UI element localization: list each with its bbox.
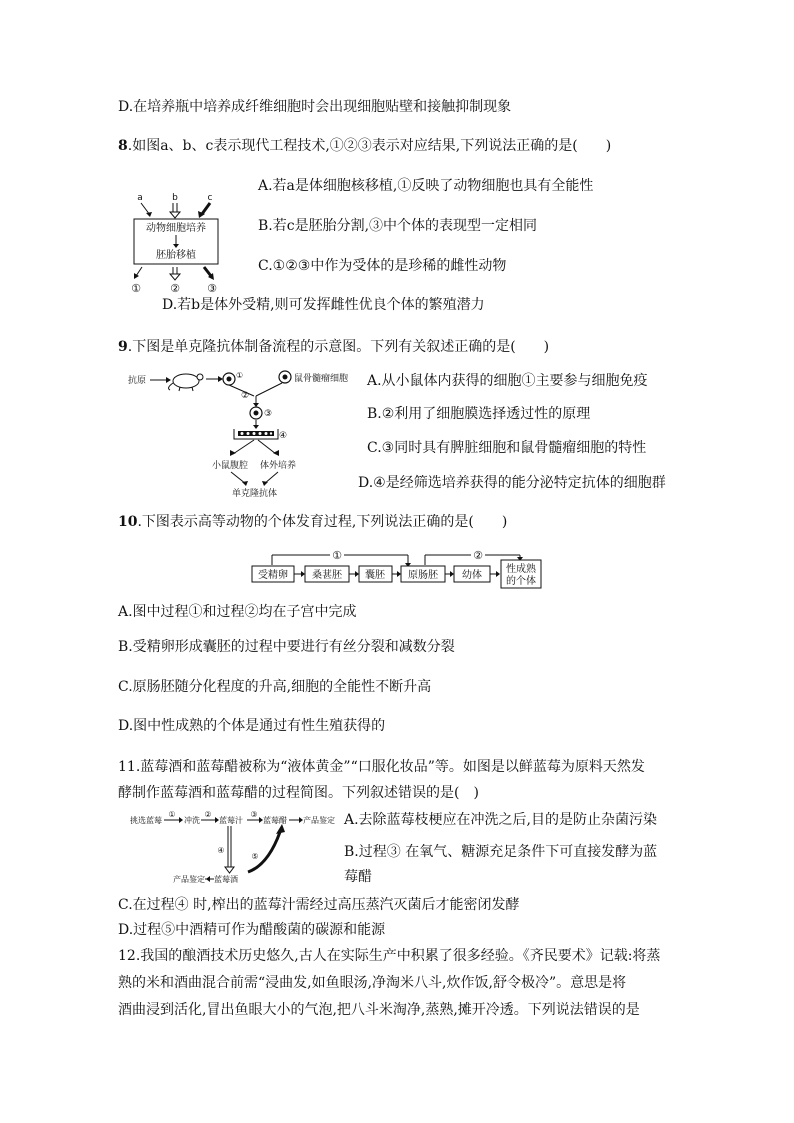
q11-step-4: 蓝莓醋 <box>263 816 287 825</box>
q8-label-c: c <box>207 193 213 203</box>
q8-label-a: a <box>137 193 143 203</box>
q11-option-c: C.在过程④ 时,榨出的蓝莓汁需经过高压蒸汽灭菌后才能密闭发酵 <box>118 897 520 913</box>
q12-line2: 熟的米和酒曲混合前需“浸曲发,如鱼眼汤,净淘米八斗,炊作饭,舒令极冷”。意思是将 <box>118 975 627 991</box>
q11-step-7: 产品鉴定 <box>173 875 205 884</box>
q11-c5: ⑤ <box>251 852 259 861</box>
q10-stage-6-line2: 的个体 <box>506 576 536 587</box>
q10-stage-1: 受精卵 <box>258 570 288 581</box>
q10-stem <box>118 512 507 532</box>
q11-option-d: D.过程⑤中酒精可作为醋酸菌的碳源和能源 <box>118 922 386 938</box>
q10-stage-4: 原肠胚 <box>408 570 438 581</box>
q8-number: 8 <box>118 138 128 154</box>
q9-n4: ④ <box>279 431 288 441</box>
culture-plate-icon <box>234 429 278 439</box>
q9-antigen: 抗原 <box>128 376 147 386</box>
q10-option-d: D.图中性成熟的个体是通过有性生殖获得的 <box>118 718 386 734</box>
q8-stem <box>118 136 611 156</box>
q11-stem-line2: 酵制作蓝莓酒和蓝莓醋的过程简图。下列叙述错误的是( ) <box>118 785 479 801</box>
q11-step-3: 蓝莓汁 <box>219 816 243 825</box>
q10-stem-text: .下图表示高等动物的个体发育过程,下列说法正确的是( ) <box>137 514 508 530</box>
q12-line3: 酒曲浸到活化,冒出鱼眼大小的气泡,把八斗米淘净,蒸熟,摊开冷透。下列说法错误的是 <box>118 1002 640 1018</box>
q10-stage-5: 幼体 <box>462 570 482 581</box>
q9-n3: ③ <box>264 409 273 419</box>
q8-result-1: ① <box>131 282 141 295</box>
q11-c1: ① <box>168 810 176 819</box>
q9-option-a: A.从小鼠体内获得的细胞①主要参与细胞免疫 <box>367 373 648 389</box>
q10-process-1: ① <box>332 549 342 562</box>
q11-step-5: 产品鉴定 <box>303 816 335 825</box>
q10-process-2: ② <box>473 549 483 562</box>
q8-stem-text: .如图a、b、c表示现代工程技术,①②③表示对应结果,下列说法正确的是( ) <box>127 138 612 154</box>
mouse-icon <box>169 374 203 391</box>
q7-option-d: D.在培养瓶中培养成纤维细胞时会出现细胞贴壁和接触抑制现象 <box>118 99 512 115</box>
q10-number: 10 <box>118 514 138 530</box>
q11-c3: ③ <box>250 810 258 819</box>
q9-n1: ① <box>236 371 244 380</box>
q11-stem-line1: 11.蓝莓酒和蓝莓醋被称为“液体黄金”“口服化妆品”等。如图是以鲜蓝莓为原料天然发 <box>118 759 645 775</box>
q9-figure <box>126 366 364 500</box>
q8-label-b: b <box>172 193 178 203</box>
q10-figure <box>250 548 545 590</box>
q12-line1: 12.我国的酿酒技术历史悠久,古人在实际生产中积累了很多经验。《齐民要术》记载:将蒸 <box>118 948 661 964</box>
q10-stage-6-line1: 性成熟 <box>506 564 536 575</box>
q8-box-line2: 胚胎移植 <box>156 250 196 261</box>
q11-option-a: A.去除蓝莓枝梗应在冲洗之后,目的是防止杂菌污染 <box>344 812 658 828</box>
q8-option-a: A.若a是体细胞核移植,①反映了动物细胞也具有全能性 <box>258 178 594 194</box>
q9-option-d: D.④是经筛选培养获得的能分泌特定抗体的细胞群 <box>358 475 666 491</box>
q8-result-2: ② <box>170 282 180 295</box>
q8-option-b: B.若c是胚胎分割,③中个体的表现型一定相同 <box>258 218 538 234</box>
q9-n2: ② <box>241 391 250 401</box>
q10-option-c: C.原肠胚随分化程度的升高,细胞的全能性不断升高 <box>118 679 432 695</box>
q9-stem <box>118 337 549 357</box>
q9-option-b: B.②利用了细胞膜选择透过性的原理 <box>367 406 591 422</box>
q8-figure <box>128 188 228 300</box>
q8-box-line1: 动物细胞培养 <box>146 223 206 234</box>
q8-result-3: ③ <box>207 282 217 295</box>
q9-product: 单克隆抗体 <box>232 489 278 499</box>
q11-c4: ④ <box>217 846 225 855</box>
q10-option-a: A.图中过程①和过程②均在子宫中完成 <box>118 604 357 620</box>
q11-step-2: 冲洗 <box>184 816 200 825</box>
q8-option-c: C.①②③中作为受体的是珍稀的雌性动物 <box>258 258 507 274</box>
q11-figure <box>130 810 340 888</box>
q9-in-vivo: 小鼠腹腔 <box>212 461 249 471</box>
q8-option-d: D.若b是体外受精,则可发挥雌性优良个体的繁殖潜力 <box>162 297 485 313</box>
q9-myeloma: 鼠骨髓瘤细胞 <box>294 374 349 384</box>
q11-c2: ② <box>204 810 212 819</box>
q10-stage-2: 桑葚胚 <box>312 570 342 581</box>
q11-step-6: 蓝莓酒 <box>214 875 238 884</box>
q10-option-b: B.受精卵形成囊胚的过程中要进行有丝分裂和减数分裂 <box>118 639 455 655</box>
q11-option-b-line1: B.过程③ 在氧气、糖源充足条件下可直接发酵为蓝 <box>344 844 658 860</box>
q10-stage-3: 囊胚 <box>365 570 385 581</box>
q11-option-b-line2: 莓醋 <box>344 869 372 885</box>
q9-stem-text: .下图是单克隆抗体制备流程的示意图。下列有关叙述正确的是( ) <box>127 339 550 355</box>
q11-step-1: 挑选蓝莓 <box>130 816 162 825</box>
q9-in-vitro: 体外培养 <box>260 461 297 471</box>
q9-number: 9 <box>118 339 128 355</box>
q9-option-c: C.③同时具有脾脏细胞和鼠骨髓瘤细胞的特性 <box>367 440 647 456</box>
